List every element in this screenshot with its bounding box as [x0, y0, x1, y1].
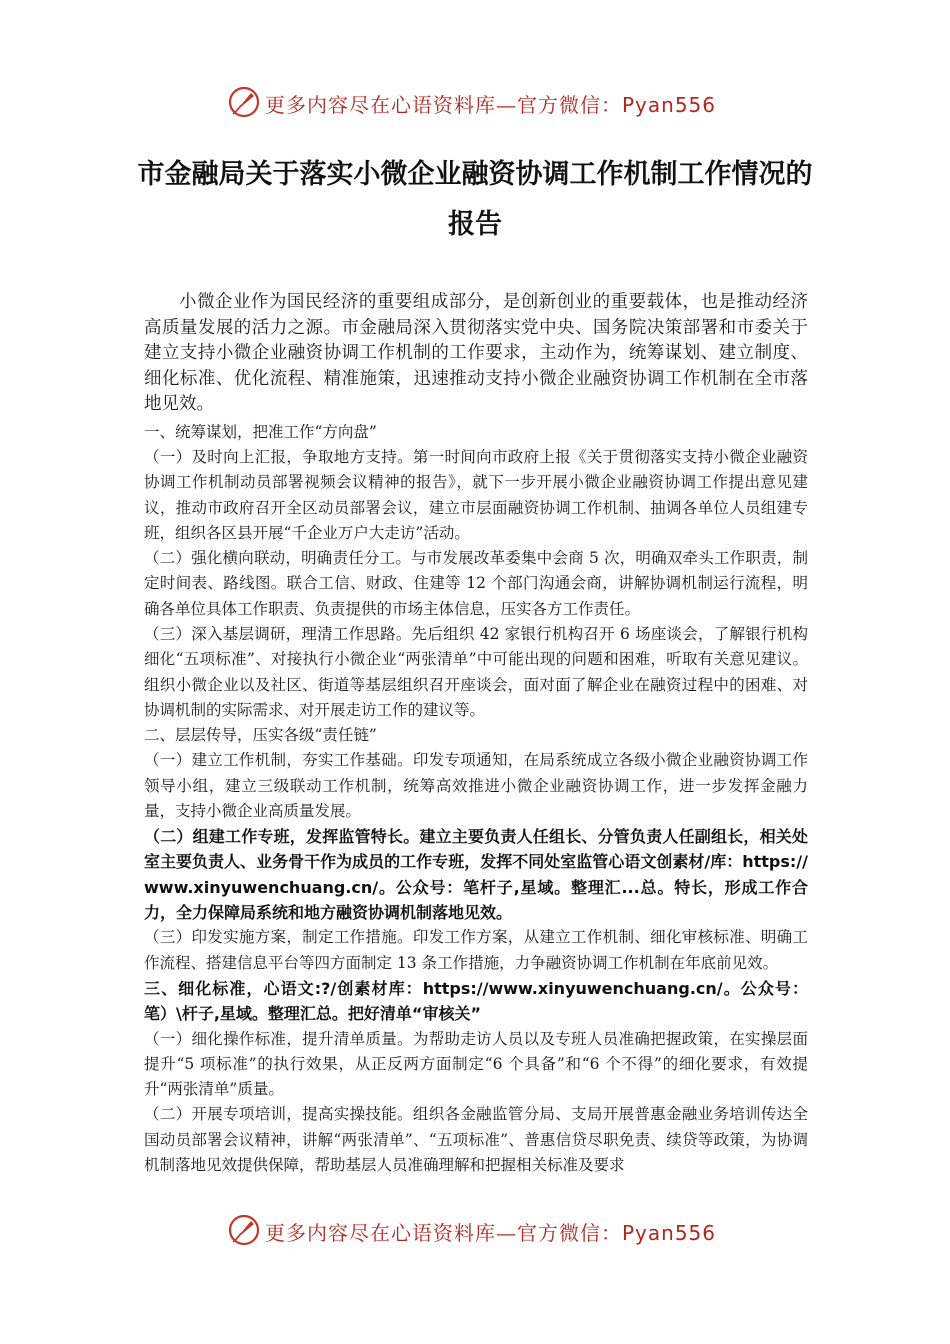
- quill-logo-icon: [227, 85, 261, 119]
- paragraph: （一）及时向上汇报，争取地方支持。第一时间向市政府上报《关于贯彻落实支持小微企业融资协调工作机制动员部署视频会议精神的报告》，就下一步开展小微企业融资协调工作提出意见建议，推动市政府召开全区动员部署会议，建立市层面融资协调工作机制、抽调各单位人员组建专班，组织各区县开展“千企业万户大走访”活动。: [144, 447, 808, 542]
- header-watermark-banner: [0, 80, 950, 124]
- quill-logo-icon: [227, 1213, 261, 1247]
- paragraph-bold: （二）组建工作专班，发挥监管特长。建立主要负责人任组长、分管负责人任副组长，相关处室主要负责人、业务骨干作为成员的工作专班，发挥不同处室监管心语文创素材/库：https://www.xinyuwenchuang.cn/。公众号：笔杆子,星域。整理汇...总。特长，形成工作合力，全力保障局系统和地方融资协调机制落地见效。: [144, 827, 808, 923]
- banner-text: 更多内容尽在心语资料库—官方微信：Pyan556: [265, 1221, 717, 1245]
- section-heading-3: 三、细化标准，心语文:?/创素材库：https://www.xinyuwenchuang.cn/。公众号：笔）\杆子,星域。整理汇总。把好清单“审核关”: [144, 978, 808, 1024]
- section-heading-1: 一、统筹谋划，把准工作“方向盘”: [144, 422, 377, 441]
- document-body: [144, 290, 808, 1178]
- section-heading-2: 二、层层传导，压实各级“责任链”: [144, 726, 377, 745]
- paragraph: （一）建立工作机制，夯实工作基础。印发专项通知，在局系统成立各级小微企业融资协调工作领导小组，建立三级联动工作机制，统筹高效推进小微企业融资协调工作，进一步发挥金融力量，支持小微企业高质量发展。: [144, 751, 808, 820]
- paragraph: （三）印发实施方案，制定工作措施。印发工作方案，从建立工作机制、细化审核标准、明确工作流程、搭建信息平台等四方面制定 13 条工作措施，力争融资协调工作机制在年底前见效。: [144, 928, 808, 972]
- paragraph: （一）细化操作标准，提升清单质量。为帮助走访人员以及专班人员准确把握政策，在实操层面提升“5 项标准”的执行效果，从正反两方面制定“6 个具备”和“6 个不得”的细化要求，有效提升“两张清单”质量。: [144, 1029, 808, 1099]
- intro-paragraph: 小微企业作为国民经济的重要组成部分，是创新创业的重要载体，也是推动经济高质量发展的活力之源。市金融局深入贯彻落实党中央、国务院决策部署和市委关于建立支持小微企业融资协调工作机制的工作要求，主动作为，统筹谋划、建立制度、细化标准、优化流程、精准施策，迅速推动支持小微企业融资协调工作机制在全市落地见效。: [144, 292, 808, 415]
- banner-text: 更多内容尽在心语资料库—官方微信：Pyan556: [265, 93, 717, 117]
- paragraph: （二）强化横向联动，明确责任分工。与市发展改革委集中会商 5 次，明确双牵头工作职责，制定时间表、路线图。联合工信、财政、住建等 12 个部门沟通会商，讲解协调机制运行流程，明确各单位具体工作职责、负责提供的市场主体信息，压实各方工作责任。: [144, 549, 808, 618]
- paragraph: （三）深入基层调研，理清工作思路。先后组织 42 家银行机构召开 6 场座谈会，了解银行机构细化“五项标准”、对接执行小微企业“两张清单”中可能出现的问题和困难，听取有关意见建议。组织小微企业以及社区、街道等基层组织召开座谈会，面对面了解企业在融资过程中的困难、对协调机制的实际需求、对开展走访工作的建议等。: [144, 625, 808, 719]
- footer-watermark-banner: [0, 1208, 950, 1252]
- document-title: 市金融局关于落实小微企业融资协调工作机制工作情况的报告: [137, 159, 813, 240]
- paragraph: （二）开展专项培训，提高实操技能。组织各金融监管分局、支局开展普惠金融业务培训传达全国动员部署会议精神，讲解“两张清单”、“五项标准”、普惠信贷尽职免责、续贷等政策，为协调机制落地见效提供保障，帮助基层人员准确理解和把握相关标准及要求: [144, 1105, 808, 1174]
